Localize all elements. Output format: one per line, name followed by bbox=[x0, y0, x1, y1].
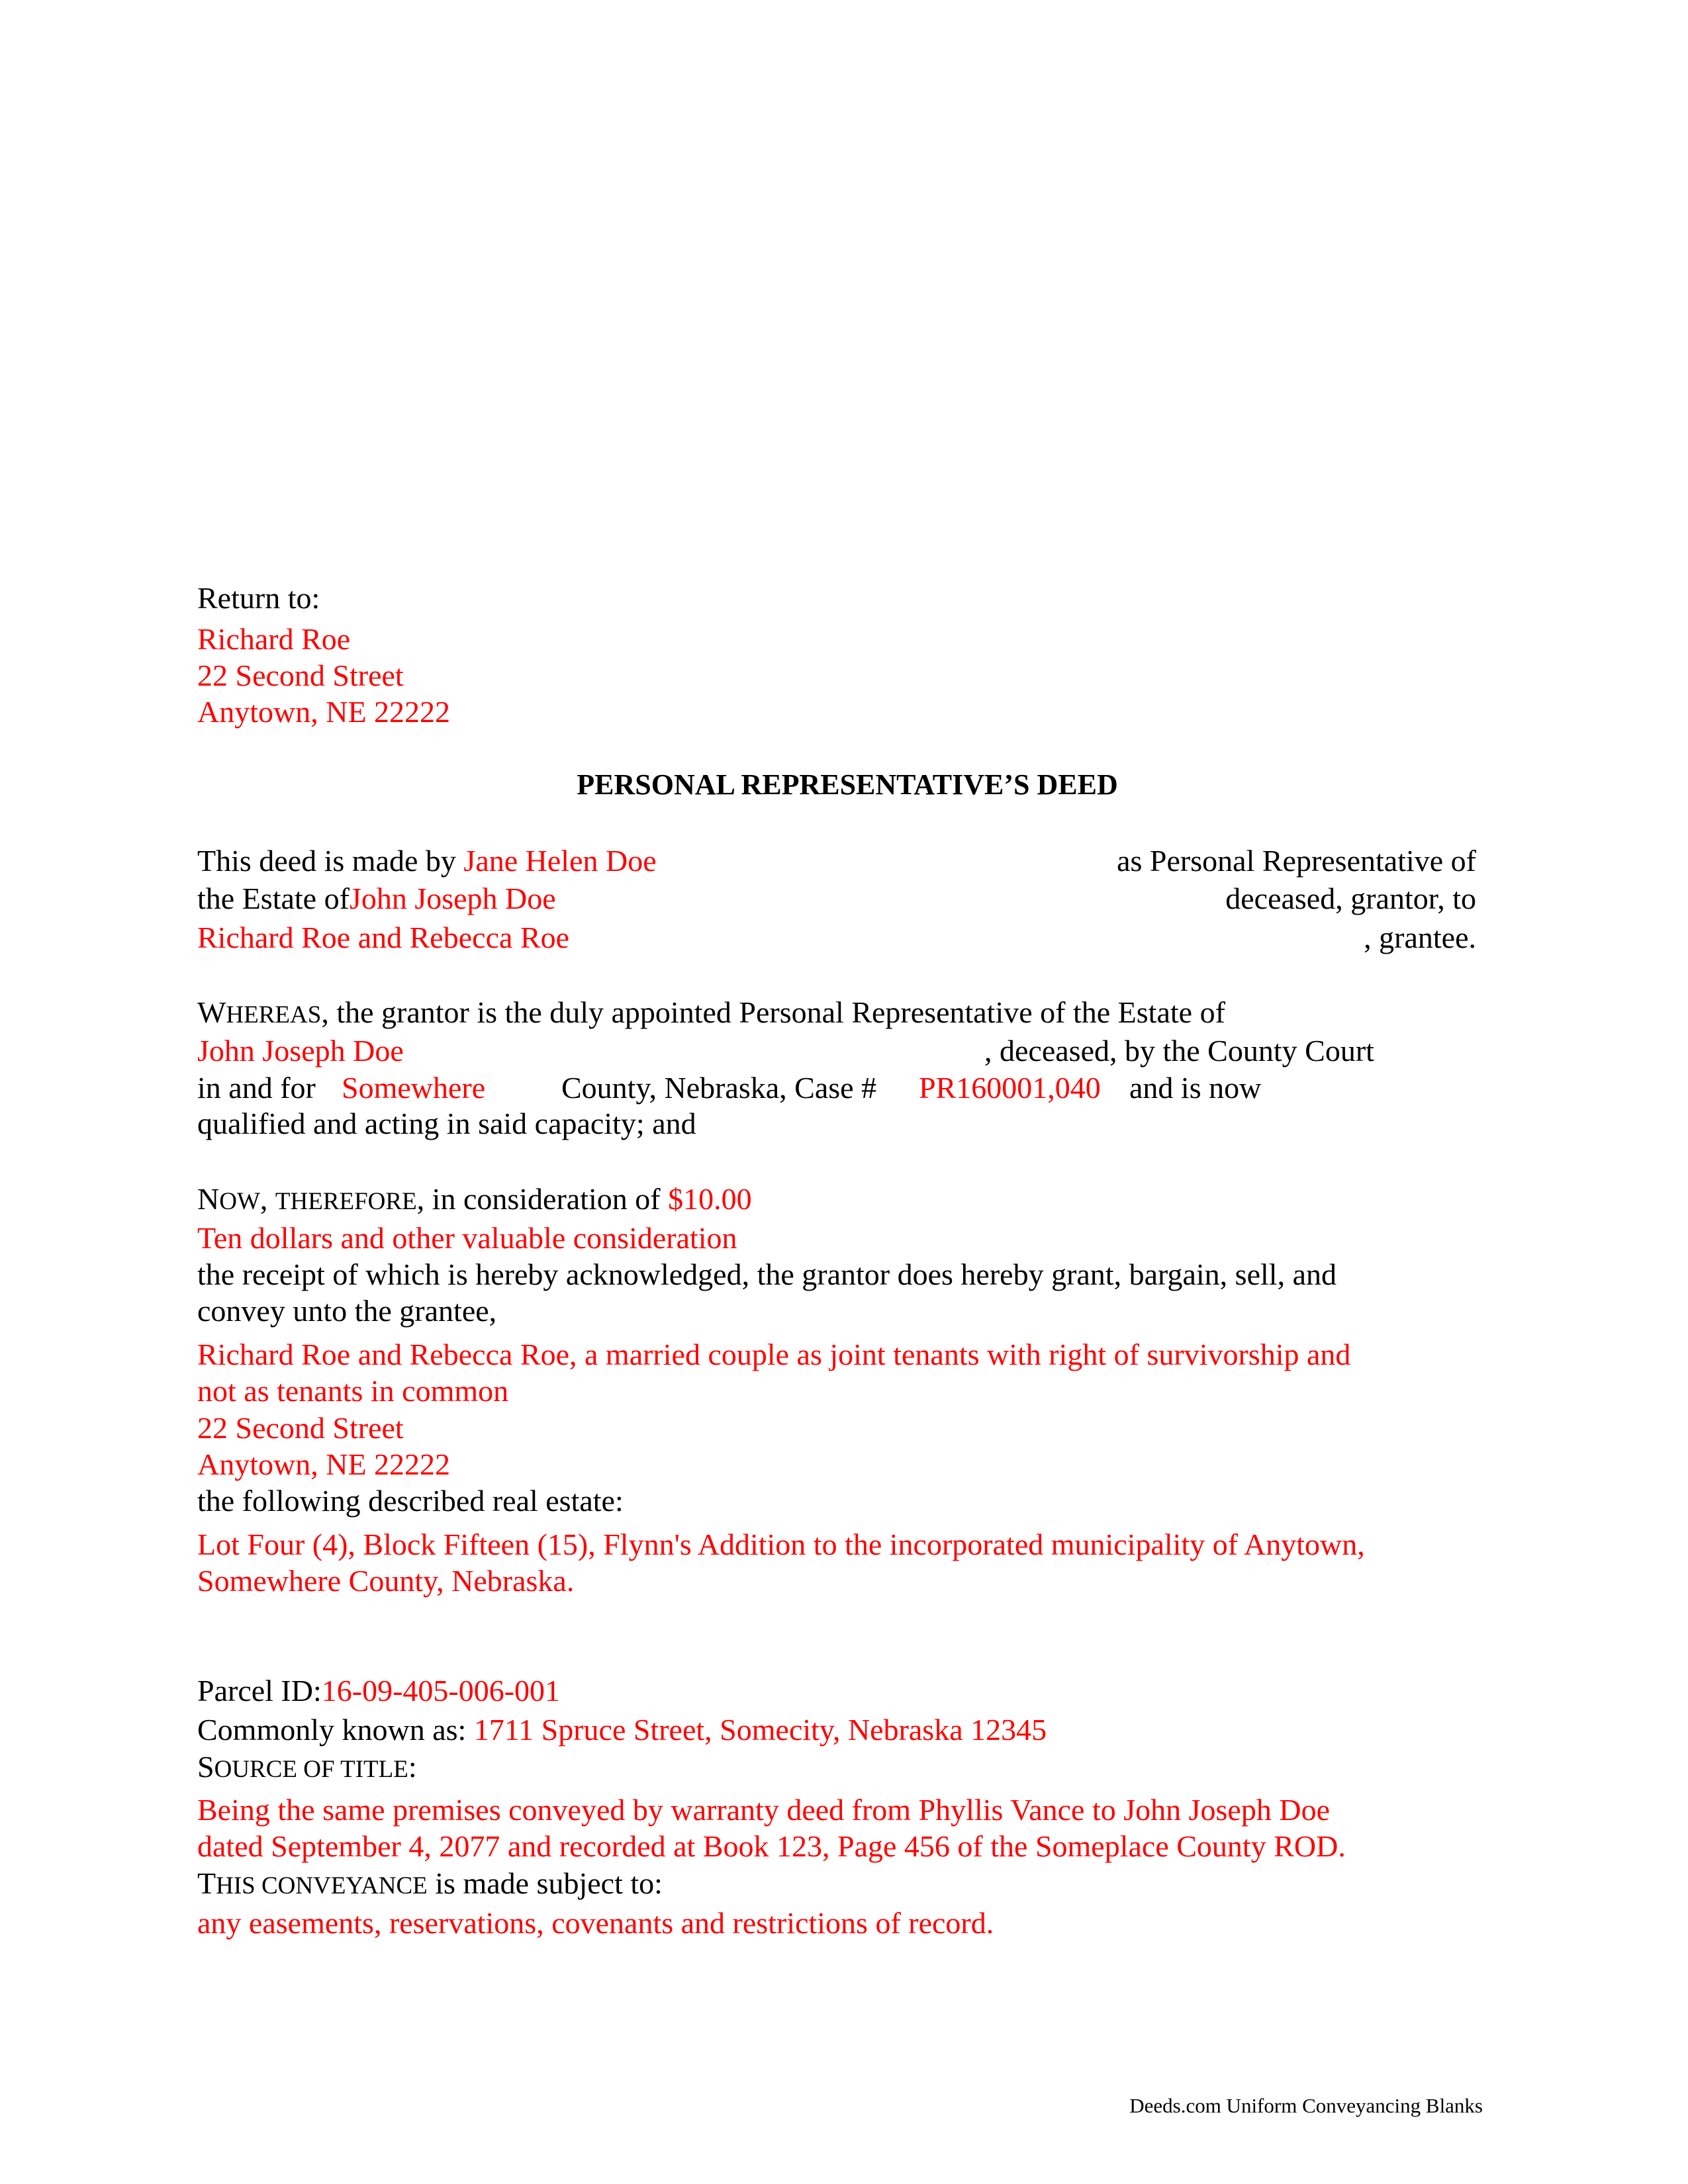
conveyance-line bbox=[197, 1865, 663, 1905]
source-small: OURCE OF TITLE bbox=[214, 1756, 408, 1783]
legal-description-line-1: Lot Four (4), Block Fifteen (15), Flynn's Addition to the incorporated municipality of Anytown, bbox=[197, 1527, 1365, 1561]
now-comma: , bbox=[259, 1182, 275, 1216]
whereas-county-case: County, Nebraska, Case # bbox=[561, 1071, 877, 1105]
source-cap: S bbox=[197, 1750, 214, 1784]
county-name: Somewhere bbox=[342, 1071, 486, 1105]
grantee-street: 22 Second Street bbox=[197, 1411, 404, 1445]
conveyance-cap: T bbox=[197, 1866, 216, 1900]
now-therefore-line bbox=[197, 1181, 752, 1220]
now-small: OW bbox=[219, 1188, 260, 1215]
whereas-lead-small: HEREAS bbox=[226, 1001, 322, 1028]
whereas-lead-cap: W bbox=[197, 995, 226, 1029]
source-colon: : bbox=[408, 1750, 417, 1784]
decedent-name: John Joseph Doe bbox=[349, 882, 556, 915]
footer-credit: Deeds.com Uniform Conveyancing Blanks bbox=[1129, 2094, 1483, 2117]
source-of-title-heading bbox=[197, 1749, 417, 1788]
intro-deceased-grantor: deceased, grantor, to bbox=[1225, 882, 1476, 915]
case-number: PR160001,040 bbox=[919, 1071, 1101, 1105]
representative-name: Jane Helen Doe bbox=[463, 844, 657, 878]
conveyance-text: is made subject to: bbox=[427, 1866, 663, 1900]
grantee-names: Richard Roe and Rebecca Roe bbox=[197, 921, 569, 954]
return-to-label: Return to: bbox=[197, 581, 320, 615]
whereas-deceased-by: , deceased, by the County Court bbox=[984, 1034, 1374, 1068]
intro-estate-of bbox=[197, 880, 556, 917]
grantee-vesting-line-1: Richard Roe and Rebecca Roe, a married couple as joint tenants with right of survivorship and bbox=[197, 1338, 1351, 1371]
commonly-known-label: Commonly known as: bbox=[197, 1713, 467, 1747]
intro-as-rep: as Personal Representative of bbox=[1117, 844, 1476, 878]
commonly-known-line bbox=[197, 1711, 1047, 1749]
return-to-name: Richard Roe bbox=[197, 622, 351, 656]
therefore-small: THEREFORE bbox=[275, 1188, 417, 1215]
return-to-city: Anytown, NE 22222 bbox=[197, 695, 451, 729]
whereas-line bbox=[197, 994, 1225, 1034]
source-of-title-line-2: dated September 4, 2077 and recorded at Book 123, Page 456 of the Someplace County ROD. bbox=[197, 1829, 1346, 1863]
intro-made-by bbox=[197, 842, 657, 880]
whereas-text: , the grantor is the duly appointed Personal Representative of the Estate of bbox=[321, 995, 1225, 1029]
grantee-city: Anytown, NE 22222 bbox=[197, 1447, 451, 1481]
grantee-suffix: , grantee. bbox=[1364, 921, 1476, 954]
whereas-in-and-for: in and for bbox=[197, 1071, 316, 1105]
source-of-title-line-1: Being the same premises conveyed by warranty deed from Phyllis Vance to John Joseph Doe bbox=[197, 1793, 1330, 1827]
receipt-line-2: convey unto the grantee, bbox=[197, 1294, 497, 1328]
whereas-decedent: John Joseph Doe bbox=[197, 1034, 404, 1068]
consideration-text: , in consideration of bbox=[416, 1182, 661, 1216]
exceptions-text: any easements, reservations, covenants and restrictions of record. bbox=[197, 1906, 994, 1940]
whereas-qualified: qualified and acting in said capacity; and bbox=[197, 1107, 696, 1140]
legal-description-line-2: Somewhere County, Nebraska. bbox=[197, 1564, 575, 1598]
receipt-line-1: the receipt of which is hereby acknowledged, the grantor does hereby grant, bargain, sell, and bbox=[197, 1257, 1336, 1291]
parcel-id-label: Parcel ID: bbox=[197, 1674, 322, 1707]
consideration-words: Ten dollars and other valuable consideration bbox=[197, 1221, 737, 1255]
consideration-amount: $10.00 bbox=[668, 1182, 752, 1216]
parcel-id-value: 16-09-405-006-001 bbox=[321, 1674, 561, 1707]
conveyance-small: HIS CONVEYANCE bbox=[216, 1872, 428, 1899]
grantee-vesting-line-2: not as tenants in common bbox=[197, 1374, 509, 1408]
following-described: the following described real estate: bbox=[197, 1484, 624, 1518]
now-cap: N bbox=[197, 1182, 220, 1216]
parcel-id-line bbox=[197, 1672, 560, 1709]
document-title: PERSONAL REPRESENTATIVE’S DEED bbox=[577, 768, 1118, 801]
commonly-known-value: 1711 Spruce Street, Somecity, Nebraska 12345 bbox=[473, 1713, 1047, 1747]
return-to-street: 22 Second Street bbox=[197, 659, 404, 692]
intro-made-by-text: This deed is made by bbox=[197, 844, 456, 878]
whereas-and-is-now: and is now bbox=[1129, 1071, 1262, 1105]
intro-estate-of-text: the Estate of bbox=[197, 882, 350, 915]
